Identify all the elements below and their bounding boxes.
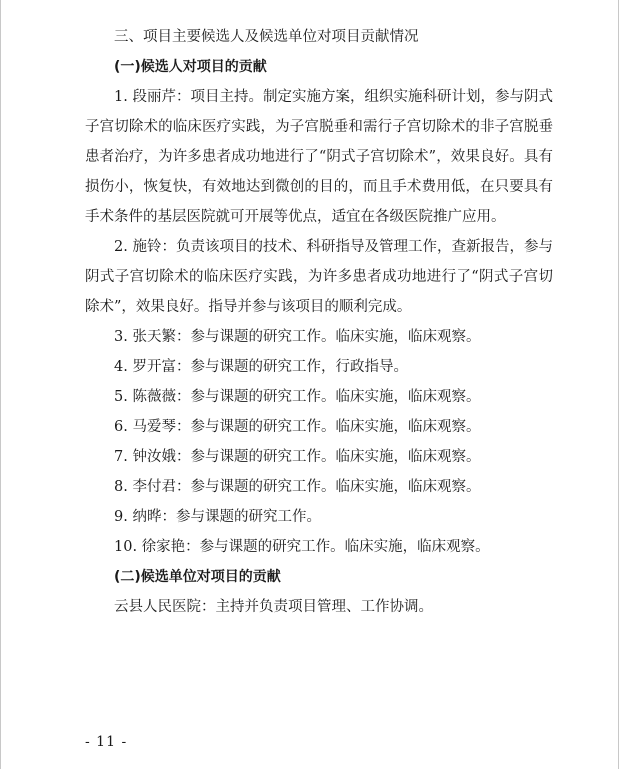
contribution-item-6: 6. 马爱琴：参与课题的研究工作。临床实施，临床观察。 <box>114 419 481 435</box>
contribution-item-10: 10. 徐家艳：参与课题的研究工作。临床实施，临床观察。 <box>114 539 490 555</box>
page-number: - 11 - <box>85 734 128 750</box>
contribution-item-8: 8. 李付君：参与课题的研究工作。临床实施，临床观察。 <box>114 479 481 495</box>
unit-heading: (二)候选单位对项目的贡献 <box>114 569 281 585</box>
contribution-item-9: 9. 纳晔：参与课题的研究工作。 <box>114 509 321 525</box>
contribution-item-3: 3. 张天繁：参与课题的研究工作。临床实施，临床观察。 <box>114 329 481 345</box>
candidates-heading: (一)候选人对项目的贡献 <box>114 59 267 75</box>
contribution-item-7: 7. 钟汝娥：参与课题的研究工作。临床实施，临床观察。 <box>114 449 481 465</box>
contribution-paragraph-2: 2. 施铃：负责该项目的技术、科研指导及管理工作，查新报告，参与阴式子宫切除术的临床医疗实践，为许多患者成功地进行了“阴式子宫切除术”，效果良好。指导并参与该项目的顺利完成。 <box>85 239 553 315</box>
contribution-paragraph-1: 1. 段丽芹：项目主持。制定实施方案，组织实施科研计划，参与阴式子宫切除术的临床医疗实践，为子宫脱垂和需行子宫切除术的非子宫脱垂患者治疗，为许多患者成功地进行了“阴式子宫切除术”，效果良好。具有损伤小，恢复快，有效地达到微创的目的，而且手术费用低，在只要具有手术条件的基层医院就可开展等优点，适宜在各级医院推广应用。 <box>85 89 553 225</box>
document-body <box>85 22 553 622</box>
contribution-item-4: 4. 罗开富：参与课题的研究工作，行政指导。 <box>114 359 408 375</box>
section-title: 三、项目主要候选人及候选单位对项目贡献情况 <box>114 29 419 45</box>
contribution-item-5: 5. 陈薇薇：参与课题的研究工作。临床实施，临床观察。 <box>114 389 481 405</box>
unit-contribution: 云县人民医院：主持并负责项目管理、工作协调。 <box>114 599 433 615</box>
